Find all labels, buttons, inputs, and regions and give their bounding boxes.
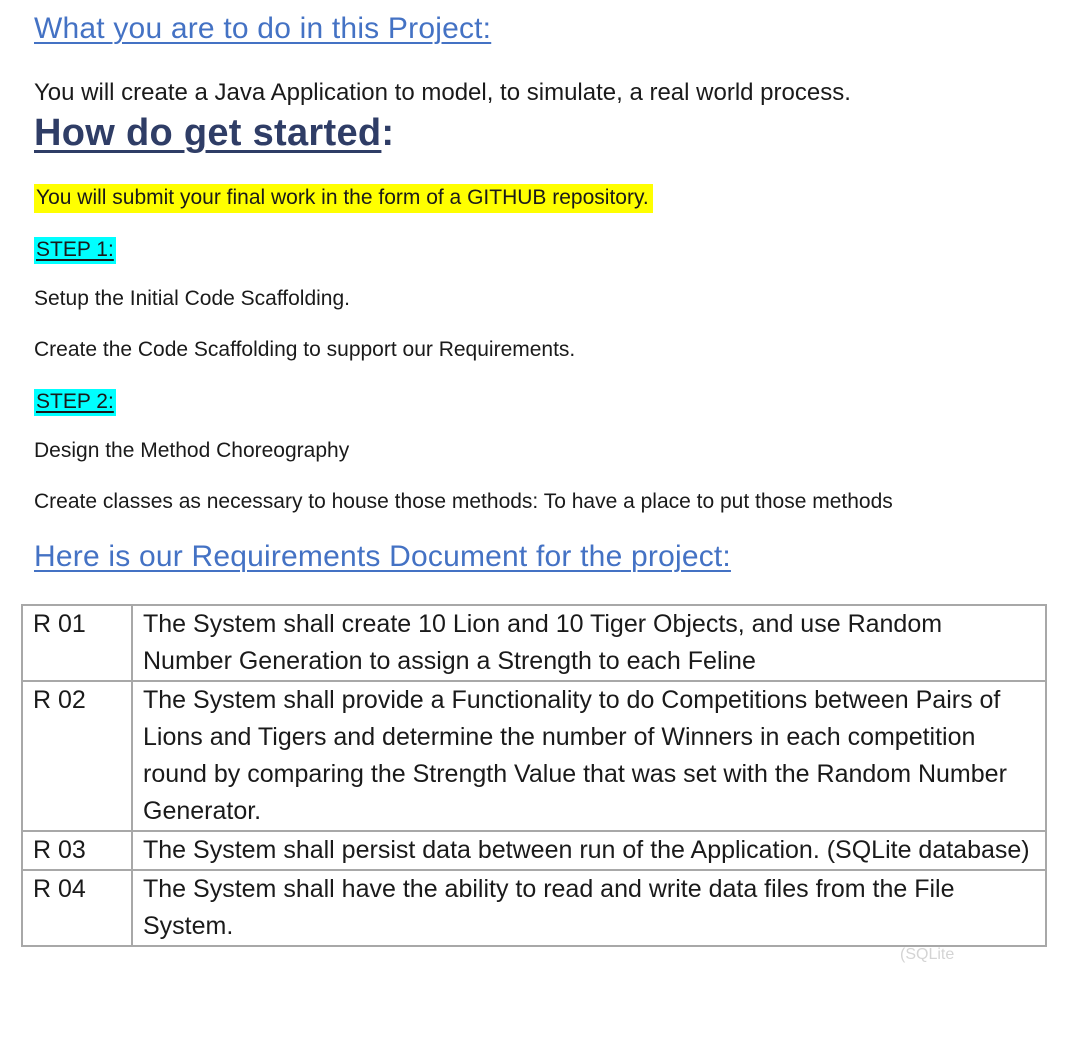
requirements-table — [21, 604, 1047, 947]
requirement-id: R 02 — [22, 681, 132, 831]
watermark-text: (SQLite — [900, 946, 955, 963]
requirement-id: R 01 — [22, 605, 132, 681]
heading-get-started — [34, 112, 394, 155]
heading-project: What you are to do in this Project: — [34, 12, 492, 45]
requirement-text: The System shall have the ability to read and write data files from the File System. — [132, 870, 1046, 946]
heading-requirements: Here is our Requirements Document for the project: — [34, 540, 731, 573]
step1-label-highlight: STEP 1: — [34, 237, 116, 264]
requirement-text: The System shall provide a Functionality to do Competitions between Pairs of Lions and Tigers and determine the number of Winners in each competition round by comparing the Strength Value that was set with the Random Number Generator. — [132, 681, 1046, 831]
requirement-text: The System shall create 10 Lion and 10 Tiger Objects, and use Random Number Generation to assign a Strength to each Feline — [132, 605, 1046, 681]
table-row — [22, 605, 1046, 681]
step1-label — [34, 238, 116, 262]
heading-get-started-main: How do get started — [34, 112, 382, 154]
step2-line2: Create classes as necessary to house those methods: To have a place to put those methods — [34, 490, 893, 513]
submit-note-highlight: You will submit your final work in the form of a GITHUB repository. — [34, 184, 653, 213]
requirement-text: The System shall persist data between run of the Application. (SQLite database) — [132, 831, 1046, 870]
step2-label — [34, 390, 116, 414]
step1-line2: Create the Code Scaffolding to support our Requirements. — [34, 338, 576, 361]
table-row — [22, 681, 1046, 831]
requirement-id: R 03 — [22, 831, 132, 870]
step1-line1: Setup the Initial Code Scaffolding. — [34, 287, 350, 310]
heading-get-started-colon: : — [381, 112, 395, 154]
requirement-id: R 04 — [22, 870, 132, 946]
table-row — [22, 870, 1046, 946]
submit-note — [34, 186, 653, 210]
step2-line1: Design the Method Choreography — [34, 439, 350, 462]
step2-label-highlight: STEP 2: — [34, 389, 116, 416]
table-row — [22, 831, 1046, 870]
intro-text: You will create a Java Application to model, to simulate, a real world process. — [34, 79, 851, 106]
